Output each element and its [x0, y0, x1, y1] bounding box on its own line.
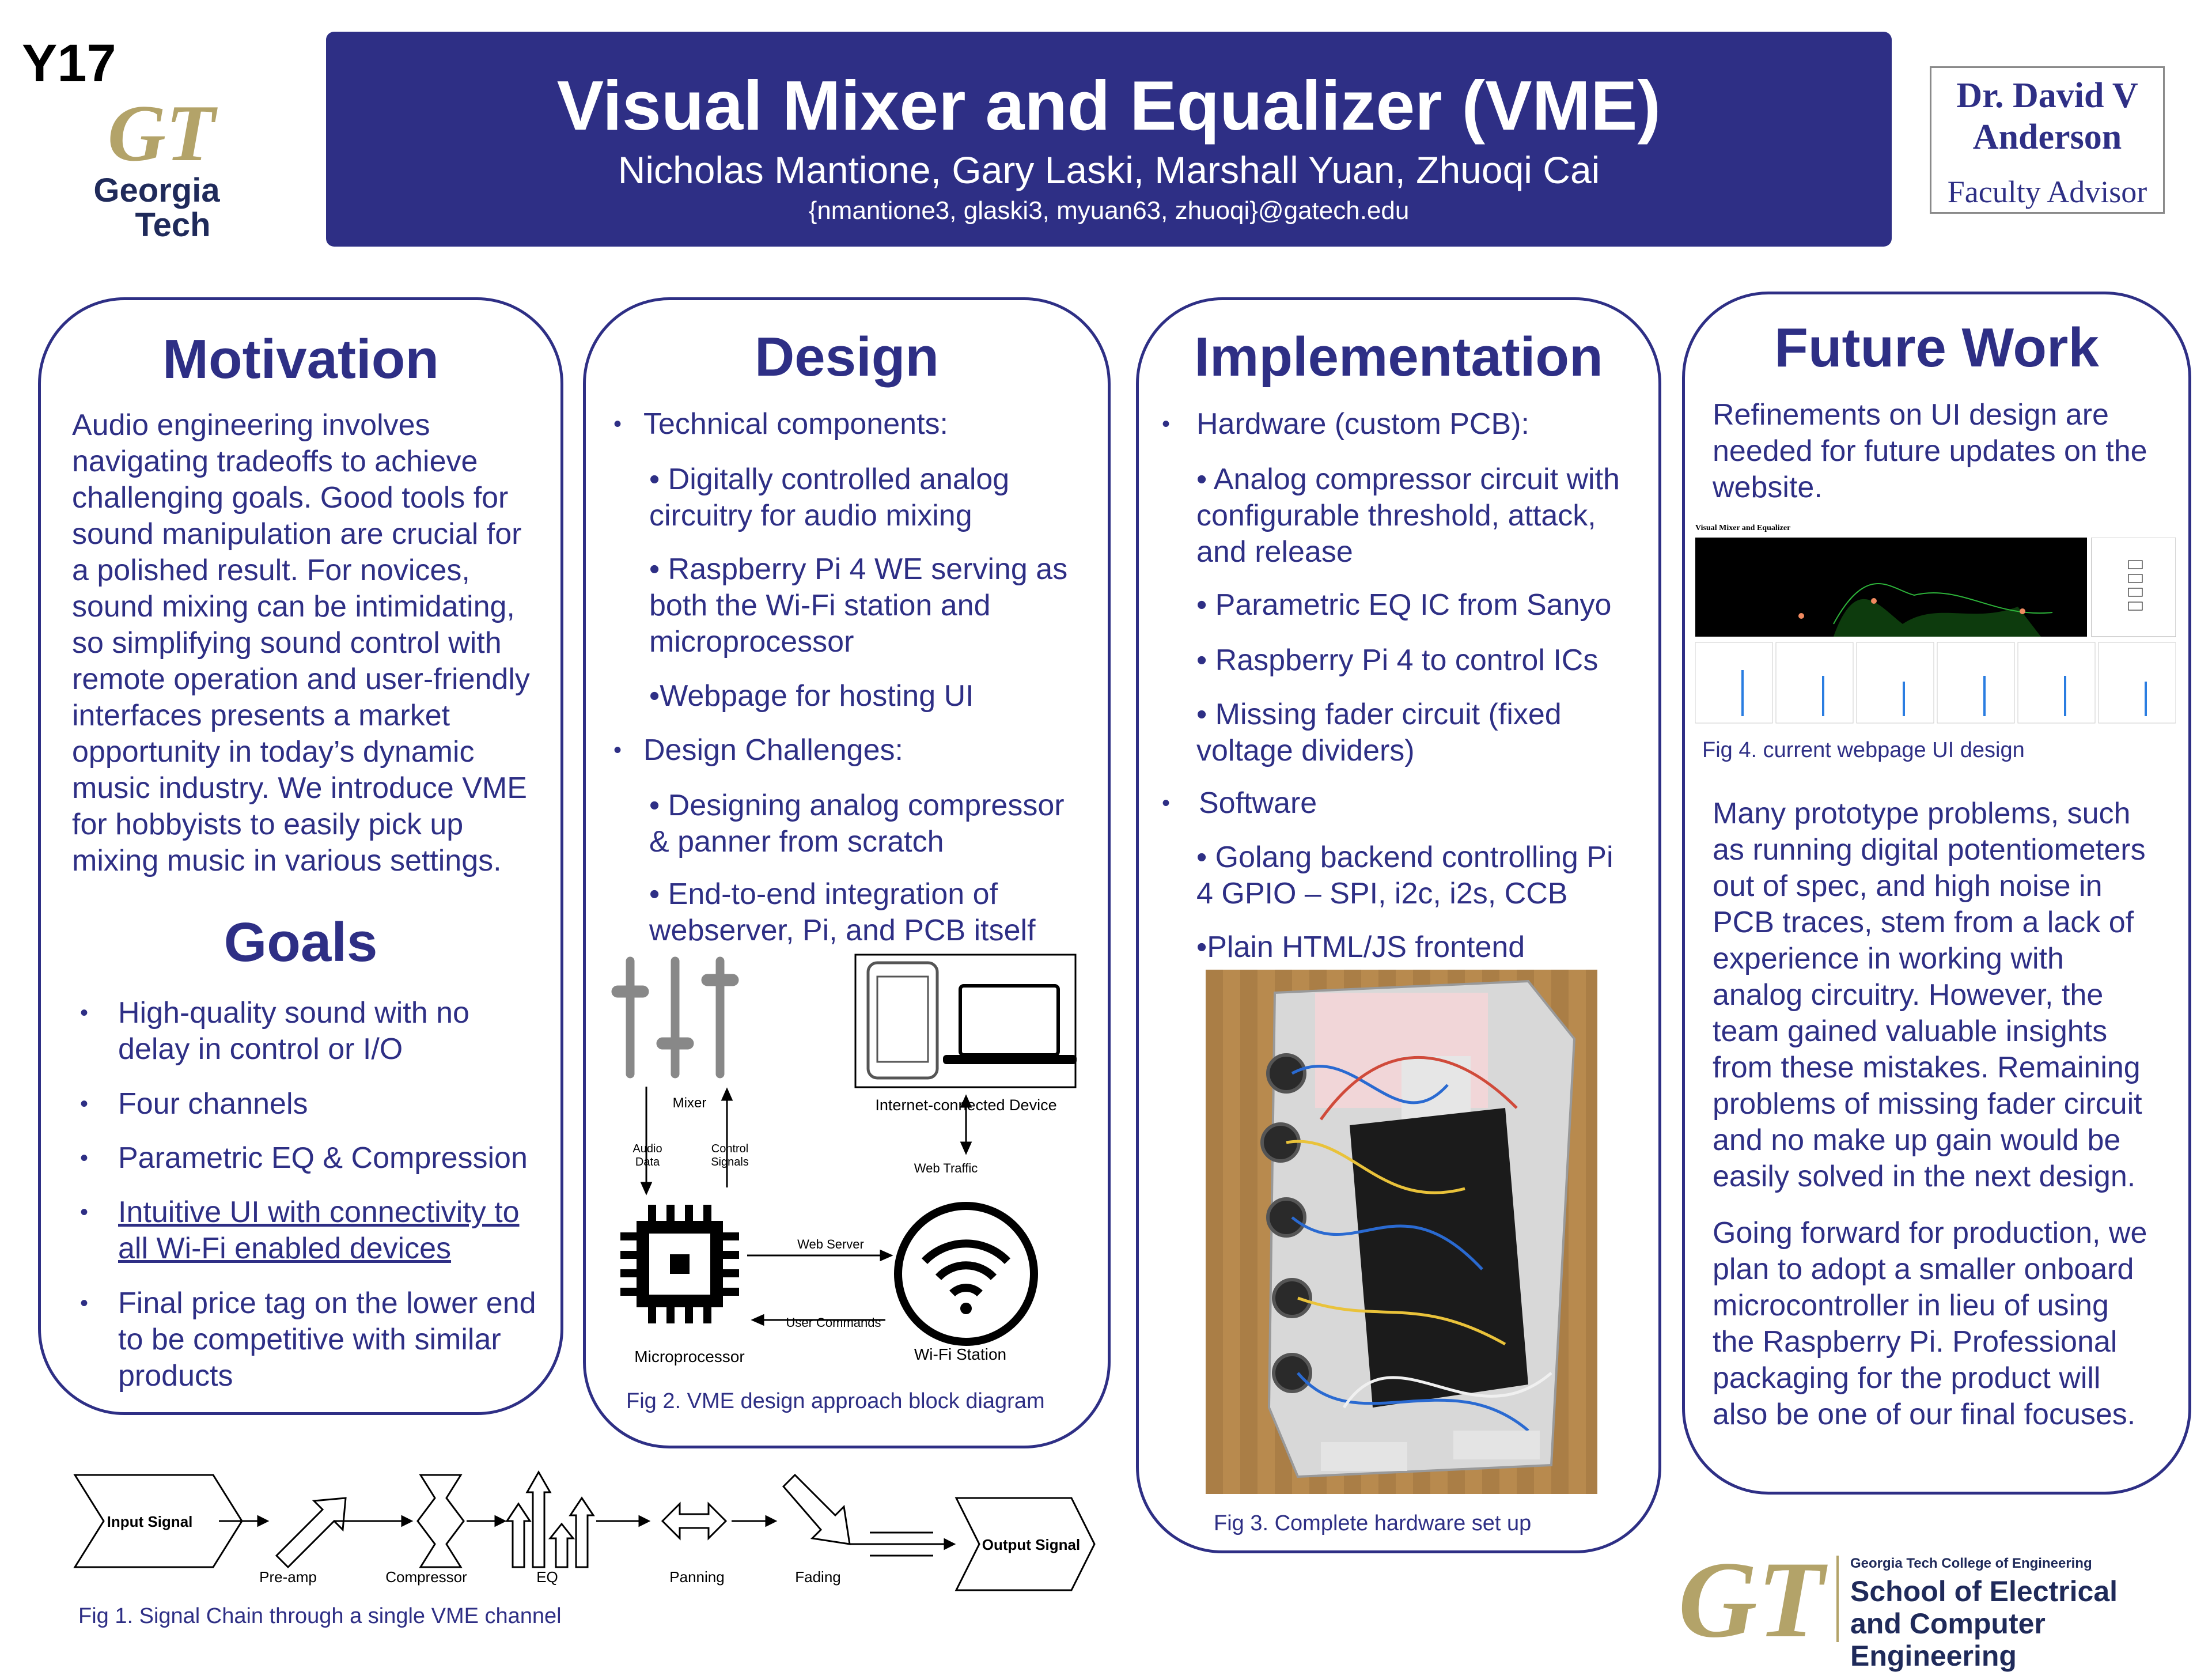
impl-sw-item — [1196, 839, 1613, 912]
footer-school-line: and Computer Engineering — [1850, 1607, 2046, 1672]
line: analog circuitry. However, the — [1713, 978, 2104, 1012]
signal-preamp-label: Pre-amp — [259, 1568, 317, 1586]
future-p1 — [1713, 397, 2147, 506]
diagram-label-mixer: Mixer — [672, 1095, 707, 1111]
implementation-panel — [1136, 297, 1661, 1553]
goal-item: Parametric EQ & Compression — [118, 1141, 528, 1175]
fading-icon — [783, 1475, 850, 1544]
poster-title: Visual Mixer and Equalizer (VME) — [556, 66, 1661, 145]
future-work-panel — [1682, 292, 2191, 1495]
motivation-text — [72, 407, 530, 879]
device-icon — [855, 955, 1077, 1087]
signal-panning-label: Panning — [669, 1568, 725, 1586]
mixer-icon — [612, 957, 738, 1078]
motivation-heading: Motivation — [162, 328, 439, 390]
line: webserver, Pi, and PCB itself — [649, 914, 1036, 947]
line: also be one of our final focuses. — [1713, 1398, 2136, 1431]
title-banner — [326, 32, 1892, 247]
diagram-label-web-server: Web Server — [797, 1237, 864, 1251]
impl-sw-item: •Plain HTML/JS frontend — [1196, 930, 1525, 964]
line: Going forward for production, we — [1713, 1216, 2147, 1250]
design-challenges-heading: Design Challenges: — [643, 733, 903, 767]
impl-hardware-heading: Hardware (custom PCB): — [1196, 407, 1529, 441]
wifi-icon — [898, 1206, 1034, 1342]
hardware-photo — [1206, 970, 1597, 1494]
georgia-tech-logo — [92, 92, 230, 248]
goal-line: to be competitive with similar — [118, 1323, 501, 1356]
gt-logo-text-georgia: Georgia — [93, 172, 220, 209]
compressor-icon — [418, 1475, 464, 1567]
design-tech-item — [649, 461, 1009, 534]
design-tech-heading: Technical components: — [643, 407, 948, 441]
line: website. — [1713, 471, 1823, 504]
bullet: • — [80, 1145, 89, 1171]
ui-graph — [1695, 538, 2176, 725]
design-challenge-item — [649, 788, 1065, 860]
signal-input-label: Input Signal — [107, 1513, 193, 1530]
line: microprocessor — [649, 625, 854, 659]
design-tech-item — [649, 551, 1067, 660]
fig3-caption: Fig 3. Complete hardware set up — [1214, 1511, 1532, 1535]
goal-item — [118, 1285, 536, 1394]
bullet: • — [80, 1200, 89, 1225]
future-p3 — [1713, 1215, 2147, 1433]
footer-school-line: School of Electrical — [1850, 1575, 2118, 1607]
line: • Missing fader circuit (fixed — [1196, 698, 1562, 731]
impl-software-heading: Software — [1199, 786, 1317, 820]
implementation-heading: Implementation — [1194, 326, 1603, 388]
diagram-label-audio-data: Audio Data — [632, 1143, 662, 1168]
line: • Analog compressor circuit with — [1196, 463, 1620, 496]
bullet: • — [1162, 790, 1171, 816]
fig2-caption: Fig 2. VME design approach block diagram — [626, 1389, 1045, 1413]
goal-item — [118, 1194, 520, 1267]
line: as running digital potentiometers — [1713, 833, 2146, 867]
line: • Golang backend controlling Pi — [1196, 841, 1613, 874]
impl-hw-item: • Parametric EQ IC from Sanyo — [1196, 588, 1612, 622]
signal-fading-label: Fading — [795, 1568, 841, 1586]
poster-id: Y17 — [22, 34, 116, 93]
line: • Designing analog compressor — [649, 789, 1065, 822]
line: needed for future updates on the — [1713, 434, 2147, 468]
future-p2 — [1713, 796, 2146, 1195]
advisor-box — [1930, 66, 2165, 214]
motivation-line: interfaces presents a market — [72, 699, 450, 732]
footer-college: Georgia Tech College of Engineering — [1850, 1556, 2092, 1571]
line: easily solved in the next design. — [1713, 1160, 2136, 1193]
goal-item — [118, 995, 469, 1068]
motivation-line: Audio engineering involves — [72, 408, 430, 442]
impl-hw-item — [1196, 461, 1620, 570]
bullet: • — [80, 1000, 89, 1026]
line: and no make up gain would be — [1713, 1124, 2121, 1157]
bullet: • — [80, 1091, 89, 1117]
poster-authors: Nicholas Mantione, Gary Laski, Marshall Yuan, Zhuoqi Cai — [618, 149, 1600, 192]
signal-compressor-label: Compressor — [385, 1568, 467, 1586]
goal-line: delay in control or I/O — [118, 1032, 403, 1066]
goal-line: all Wi-Fi enabled devices — [118, 1232, 452, 1265]
diagram-label-web-traffic: Web Traffic — [914, 1161, 978, 1175]
goal-line: High-quality sound with no — [118, 996, 469, 1030]
bullet: • — [1162, 411, 1171, 437]
line: the Raspberry Pi. Professional — [1713, 1325, 2118, 1359]
line: Many prototype problems, such — [1713, 797, 2131, 830]
svg-text:GT: GT — [1678, 1550, 1824, 1648]
bullet: • — [613, 411, 622, 437]
motivation-line: remote operation and user-friendly — [72, 663, 530, 696]
diagram-label-device: Internet-connected Device — [875, 1096, 1057, 1114]
bullet: • — [613, 737, 622, 763]
line: and release — [1196, 535, 1353, 569]
motivation-line: for hobbyists to easily pick up — [72, 808, 464, 841]
design-block-diagram — [609, 951, 1081, 1401]
gt-logo-text-tech: Tech — [135, 206, 211, 244]
line: • Raspberry Pi 4 WE serving as — [649, 553, 1068, 586]
svg-text:GT: GT — [107, 92, 215, 178]
eq-icon — [507, 1472, 593, 1567]
signal-eq-label: EQ — [536, 1568, 558, 1586]
preamp-icon — [276, 1498, 346, 1567]
diagram-label-user-commands: User Commands — [786, 1315, 881, 1330]
line: packaging for the product will — [1713, 1361, 2101, 1395]
design-tech-item: •Webpage for hosting UI — [649, 679, 974, 713]
footer-school — [1850, 1575, 2212, 1672]
line: configurable threshold, attack, — [1196, 499, 1596, 532]
goal-line: Intuitive UI with connectivity to — [118, 1196, 520, 1229]
advisor-role: Faculty Advisor — [1947, 175, 2147, 209]
advisor-name-line1: Dr. David V — [1956, 76, 2138, 115]
line: plan to adopt a smaller onboard — [1713, 1253, 2134, 1286]
goals-heading: Goals — [224, 911, 378, 973]
poster-emails: {nmantione3, glaski3, myuan63, zhuoqi}@gatech.edu — [808, 196, 1410, 225]
fig4-caption: Fig 4. current webpage UI design — [1702, 738, 2025, 762]
line: • End-to-end integration of — [649, 877, 998, 911]
line: problems of missing fader circuit — [1713, 1087, 2142, 1121]
diagram-label-microprocessor: Microprocessor — [634, 1348, 745, 1365]
microprocessor-icon — [620, 1205, 739, 1323]
motivation-line: a polished result. For novices, — [72, 554, 470, 587]
signal-output-label: Output Signal — [982, 1536, 1081, 1553]
line: out of spec, and high noise in — [1713, 869, 2103, 903]
motivation-line: mixing music in various settings. — [72, 844, 502, 877]
motivation-line: challenging goals. Good tools for — [72, 481, 509, 515]
goal-line: Final price tag on the lower end — [118, 1287, 536, 1320]
diagram-label-control-signals: Control Signals — [711, 1143, 749, 1168]
future-work-heading: Future Work — [1774, 317, 2099, 379]
motivation-line: sound manipulation are crucial for — [72, 517, 522, 551]
design-panel — [583, 297, 1111, 1448]
gt-footer-logo — [1671, 1550, 1832, 1648]
goal-line: products — [118, 1359, 233, 1393]
advisor-name-line2: Anderson — [1972, 118, 2122, 157]
line: 4 GPIO – SPI, i2c, i2s, CCB — [1196, 877, 1568, 910]
motivation-line: so simplifying sound control with — [72, 626, 502, 660]
ui-title: Visual Mixer and Equalizer — [1695, 524, 1791, 532]
signal-chain-diagram — [69, 1463, 1106, 1596]
panning-icon — [662, 1504, 726, 1538]
footer-divider — [1836, 1556, 1839, 1642]
line: circuitry for audio mixing — [649, 499, 972, 532]
fig1-caption: Fig 1. Signal Chain through a single VME channel — [78, 1604, 562, 1628]
line: from these mistakes. Remaining — [1713, 1051, 2141, 1084]
motivation-panel — [38, 297, 563, 1415]
webpage-ui-screenshot — [1695, 524, 2176, 725]
line: PCB traces, stem from a lack of — [1713, 906, 2134, 939]
line: microcontroller in lieu of using — [1713, 1289, 2109, 1322]
line: • Digitally controlled analog — [649, 463, 1010, 496]
motivation-line: opportunity in today’s dynamic — [72, 735, 475, 769]
motivation-line: music industry. We introduce VME — [72, 771, 527, 805]
motivation-line: navigating tradeoffs to achieve — [72, 445, 478, 478]
bullet: • — [80, 1291, 89, 1316]
impl-hw-item: • Raspberry Pi 4 to control ICs — [1196, 644, 1599, 677]
line: & panner from scratch — [649, 825, 944, 858]
design-heading: Design — [754, 326, 940, 388]
goal-item: Four channels — [118, 1087, 308, 1121]
design-challenge-item — [649, 876, 1036, 949]
line: experience in working with — [1713, 942, 2064, 975]
diagram-label-wifi-station: Wi-Fi Station — [914, 1345, 1007, 1363]
line: both the Wi-Fi station and — [649, 589, 991, 622]
impl-hw-item — [1196, 697, 1562, 769]
line: voltage dividers) — [1196, 734, 1415, 767]
line: Refinements on UI design are — [1713, 398, 2109, 432]
line: team gained valuable insights — [1713, 1015, 2108, 1048]
motivation-line: sound mixing can be intimidating, — [72, 590, 515, 623]
